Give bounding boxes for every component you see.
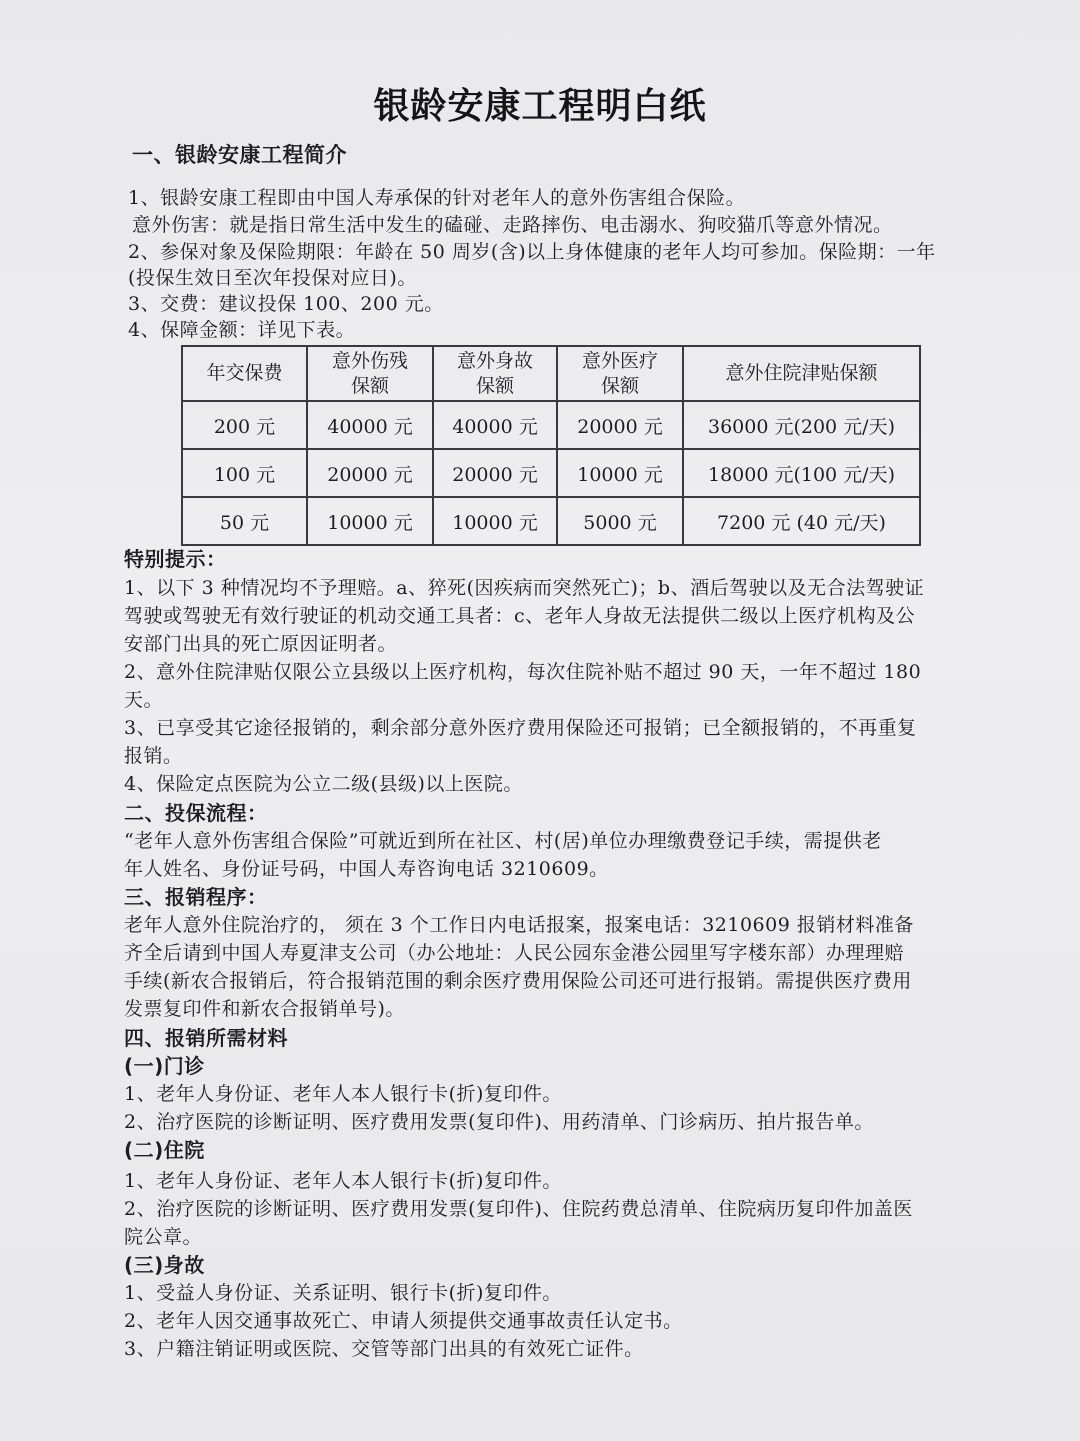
subheading-death: (三)身故 <box>124 1253 205 1277</box>
header-cell: 意外伤残 保额 <box>307 346 433 401</box>
paragraph-line: 院公章。 <box>124 1226 203 1248</box>
table-header-row <box>182 346 920 401</box>
paragraph-line: 意外伤害：就是指日常生活中发生的磕碰、走路摔伤、电击溺水、狗咬猫爪等意外情况。 <box>132 214 893 236</box>
header-cell: 年交保费 <box>182 346 307 401</box>
section-heading-intro: 一、银龄安康工程简介 <box>132 143 347 167</box>
paragraph-line: 2、意外住院津贴仅限公立县级以上医疗机构，每次住院补贴不超过 90 天，一年不超过 180 <box>124 661 922 683</box>
special-notice-heading: 特别提示： <box>124 547 227 571</box>
table-cell: 100 元 <box>182 449 307 497</box>
paragraph-line: 安部门出具的死亡原因证明者。 <box>124 633 398 655</box>
table-cell: 18000 元(100 元/天) <box>683 449 920 497</box>
table-cell: 10000 元 <box>307 497 433 545</box>
paragraph-line: “老年人意外伤害组合保险”可就近到所在社区、村(居)单位办理缴费登记手续，需提供老 <box>124 830 882 852</box>
paragraph-line: 1、老年人身份证、老年人本人银行卡(折)复印件。 <box>124 1083 562 1105</box>
paragraph-line: 齐全后请到中国人寿夏津支公司（办公地址：人民公园东金港公园里写字楼东部）办理理赔 <box>124 942 905 964</box>
paragraph-line: 年人姓名、身份证号码，中国人寿咨询电话 3210609。 <box>124 858 609 880</box>
paragraph-line: 4、保险定点医院为公立二级(县级)以上医院。 <box>124 773 523 795</box>
paragraph-line: 2、治疗医院的诊断证明、医疗费用发票(复印件)、住院药费总清单、住院病历复印件加盖医 <box>124 1198 913 1220</box>
paragraph-line: 天。 <box>124 689 164 711</box>
paragraph-line: 1、以下 3 种情况均不予理赔。a、猝死(因疾病而突然死亡)；b、酒后驾驶以及无合法驾驶证 <box>124 577 925 599</box>
table-cell: 10000 元 <box>433 497 557 545</box>
table-row <box>182 449 920 497</box>
document-title: 银龄安康工程明白纸 <box>373 86 707 127</box>
paragraph-line: 2、老年人因交通事故死亡、申请人须提供交通事故责任认定书。 <box>124 1310 683 1332</box>
paragraph-line: 报销。 <box>124 745 183 767</box>
paragraph-line: 手续(新农合报销后，符合报销范围的剩余医疗费用保险公司还可进行报销。需提供医疗费用 <box>124 970 912 992</box>
paragraph-line: 3、已享受其它途径报销的，剩余部分意外医疗费用保险还可报销；已全额报销的，不再重复 <box>124 717 917 739</box>
section-heading-claims: 三、报销程序： <box>124 885 268 909</box>
table-cell: 20000 元 <box>557 401 683 449</box>
table-cell: 10000 元 <box>557 449 683 497</box>
paragraph-line: 3、户籍注销证明或医院、交管等部门出具的有效死亡证件。 <box>124 1338 644 1360</box>
subheading-hospitalization: (二)住院 <box>124 1138 205 1162</box>
paragraph-line: 4、保障金额：详见下表。 <box>128 319 356 341</box>
paragraph-line: 1、受益人身份证、关系证明、银行卡(折)复印件。 <box>124 1282 562 1304</box>
table-cell: 5000 元 <box>557 497 683 545</box>
table-cell: 20000 元 <box>433 449 557 497</box>
section-heading-process: 二、投保流程： <box>124 801 268 825</box>
table-row <box>182 401 920 449</box>
table-cell: 40000 元 <box>433 401 557 449</box>
table-cell: 36000 元(200 元/天) <box>683 401 920 449</box>
subheading-outpatient: (一)门诊 <box>124 1054 205 1078</box>
table-cell: 50 元 <box>182 497 307 545</box>
table-cell: 7200 元 (40 元/天) <box>683 497 920 545</box>
section-heading-materials: 四、报销所需材料 <box>124 1026 288 1050</box>
paragraph-line: 驾驶或驾驶无有效行驶证的机动交通工具者：c、老年人身故无法提供二级以上医疗机构及公 <box>124 605 916 627</box>
paragraph-line: 发票复印件和新农合报销单号)。 <box>124 998 405 1020</box>
coverage-table <box>181 345 921 546</box>
table-cell: 20000 元 <box>307 449 433 497</box>
paragraph-line: 1、老年人身份证、老年人本人银行卡(折)复印件。 <box>124 1170 562 1192</box>
table-row <box>182 497 920 545</box>
table-cell: 200 元 <box>182 401 307 449</box>
paragraph-line: 3、交费：建议投保 100、200 元。 <box>128 293 444 315</box>
paragraph-line: 2、参保对象及保险期限：年龄在 50 周岁(含)以上身体健康的老年人均可参加。保险期：一年 <box>128 241 936 263</box>
header-cell: 意外身故 保额 <box>433 346 557 401</box>
header-cell: 意外医疗 保额 <box>557 346 683 401</box>
paragraph-line: 1、银龄安康工程即由中国人寿承保的针对老年人的意外伤害组合保险。 <box>128 187 746 209</box>
paragraph-line: 2、治疗医院的诊断证明、医疗费用发票(复印件)、用药清单、门诊病历、拍片报告单。 <box>124 1111 874 1133</box>
table-cell: 40000 元 <box>307 401 433 449</box>
header-cell: 意外住院津贴保额 <box>683 346 920 401</box>
paragraph-line: 老年人意外住院治疗的， 须在 3 个工作日内电话报案，报案电话：3210609 报销材料准备 <box>124 914 914 936</box>
paragraph-line: (投保生效日至次年投保对应日)。 <box>128 267 417 289</box>
